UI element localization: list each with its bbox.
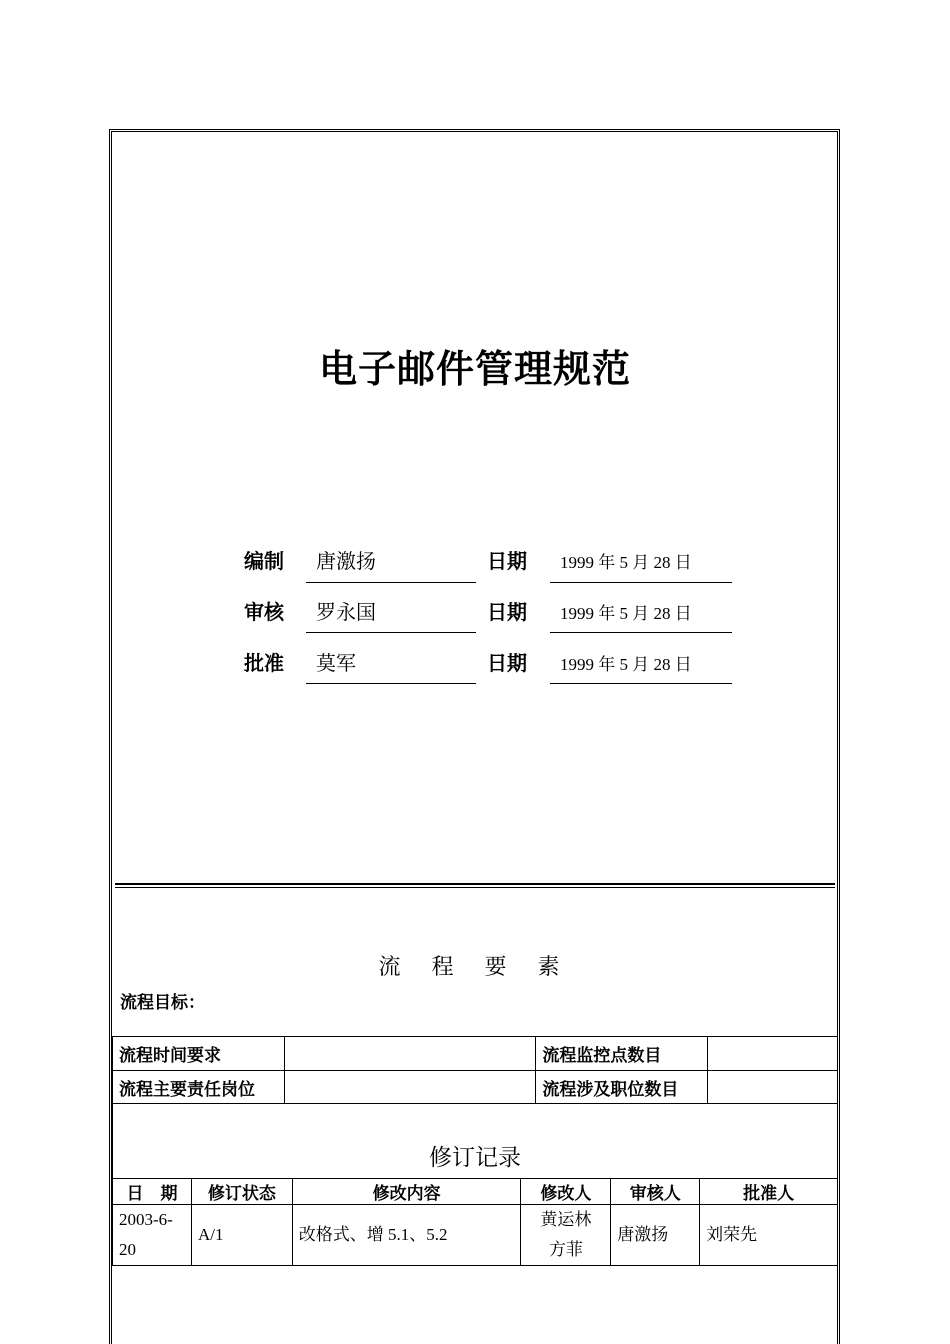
signoff-name: 莫军 [316,651,356,675]
time-requirement-value [284,1037,536,1071]
revision-header-status: 修订状态 [191,1179,292,1205]
document-title: 电子邮件管理规范 [318,347,631,391]
revision-date [113,1205,192,1266]
revision-date-line: 2003-6- [119,1210,173,1229]
process-attributes-table [112,1036,838,1104]
revision-reviewer: 唐激扬 [611,1205,700,1266]
process-goal-label: 流程目标： [120,993,205,1013]
signoff-date-underline [550,632,732,633]
revision-row [113,1205,838,1266]
signoff-role-label: 编制 [244,549,284,573]
process-elements-heading: 流 程 要 素 [378,955,572,980]
signoff-role-label: 批准 [244,651,284,675]
time-requirement-label: 流程时间要求 [113,1037,285,1071]
revision-approver: 刘荣先 [700,1205,838,1266]
revision-header-editor: 修改人 [521,1179,611,1205]
revision-record-heading: 修订记录 [429,1145,521,1171]
signoff-date: 1999 年 5 月 28 日 [560,655,692,674]
revision-header-approver: 批准人 [700,1179,838,1205]
roles-count-label: 流程涉及职位数目 [536,1071,708,1104]
main-role-label: 流程主要责任岗位 [113,1071,285,1104]
signoff-name: 罗永国 [316,600,376,624]
signoff-name: 唐激扬 [316,549,376,573]
signoff-date: 1999 年 5 月 28 日 [560,553,692,572]
signoff-date-label: 日期 [487,600,527,624]
revision-editor-name: 方菲 [548,1240,583,1259]
monitor-points-label: 流程监控点数目 [536,1037,708,1071]
revision-status: A/1 [191,1205,292,1266]
revision-date-line: 20 [119,1240,136,1259]
monitor-points-value [708,1037,838,1071]
signoff-name-underline [306,582,476,583]
revision-header-date: 日 期 [113,1179,192,1205]
revision-editor-name: 黄运林 [540,1210,592,1229]
signoff-name-underline [306,632,476,633]
roles-count-value [708,1071,838,1104]
signoff-name-underline [306,683,476,684]
signoff-date-label: 日期 [487,651,527,675]
revision-editor [521,1205,611,1266]
revision-table [112,1178,838,1266]
signoff-date: 1999 年 5 月 28 日 [560,604,692,623]
main-role-value [284,1071,536,1104]
signoff-date-label: 日期 [487,549,527,573]
signoff-role-label: 审核 [244,600,284,624]
revision-content: 改格式、增 5.1、5.2 [292,1205,521,1266]
signoff-date-underline [550,683,732,684]
signoff-date-underline [550,582,732,583]
section-divider [115,883,835,885]
revision-header-reviewer: 审核人 [611,1179,700,1205]
revision-header-content: 修改内容 [292,1179,521,1205]
section-divider [115,887,835,888]
